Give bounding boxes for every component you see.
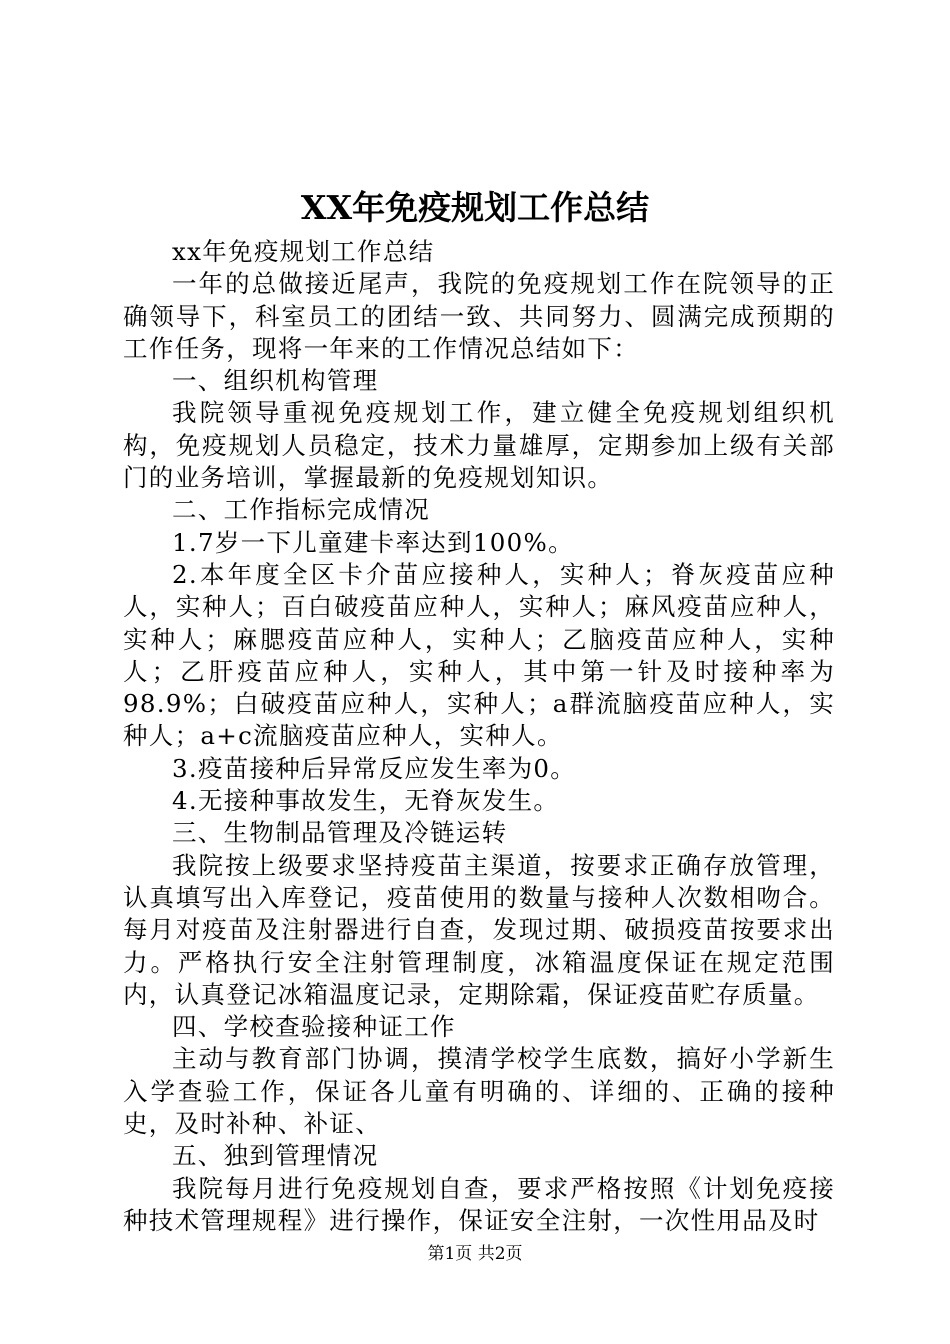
document-title: XX年免疫规划工作总结 [300, 188, 650, 227]
paragraph-intro: 一年的总做接近尾声，我院的免疫规划工作在院领导的正确领导下，科室员工的团结一致、共同努力、圆满完成预期的工作任务，现将一年来的工作情况总结如下： [123, 269, 835, 363]
section-heading-indicators: 二、工作指标完成情况 [172, 495, 430, 525]
section-heading-management: 五、独到管理情况 [172, 1141, 379, 1171]
page-number: 第1页 共2页 [427, 1244, 523, 1264]
section-heading-school: 四、学校查验接种证工作 [172, 1012, 456, 1042]
paragraph-management: 我院每月进行免疫规划自查，要求严格按照《计划免疫接种技术管理规程》进行操作，保证安全注射，一次性用品及时 [123, 1173, 835, 1235]
paragraph-indicator-3: 3.疫苗接种后异常反应发生率为0。 [172, 753, 577, 783]
paragraph-indicator-4: 4.无接种事故发生，无脊灰发生。 [172, 786, 560, 816]
paragraph-subtitle: xx年免疫规划工作总结 [172, 237, 435, 266]
paragraph-biologics: 我院按上级要求坚持疫苗主渠道，按要求正确存放管理，认真填写出入库登记，疫苗使用的数量与接种人次数相吻合。每月对疫苗及注射器进行自查，发现过期、破损疫苗按要求出力。严格执行安全注射管理制度，冰箱温度保证在规定范围内，认真登记冰箱温度记录，定期除霜，保证疫苗贮存质量。 [123, 850, 835, 1009]
paragraph-school: 主动与教育部门协调，摸清学校学生底数，搞好小学新生入学查验工作，保证各儿童有明确的、详细的、正确的接种史，及时补种、补证、 [123, 1044, 835, 1139]
paragraph-indicator-1: 1.7岁一下儿童建卡率达到100%。 [172, 527, 574, 557]
section-heading-biologics: 三、生物制品管理及冷链运转 [172, 818, 508, 848]
document-body [123, 236, 835, 1237]
paragraph-indicator-2: 2.本年度全区卡介苗应接种人，实种人；脊灰疫苗应种人，实种人；百白破疫苗应种人，实种人；麻风疫苗应种人，实种人；麻腮疫苗应种人，实种人；乙脑疫苗应种人，实种人；乙肝疫苗应种人，实种人，其中第一针及时接种率为98.9%；白破疫苗应种人，实种人；a群流脑疫苗应种人，实种人；a+c流脑疫苗应种人，实种人。 [123, 559, 835, 751]
section-heading-organization: 一、组织机构管理 [172, 366, 379, 396]
paragraph-organization: 我院领导重视免疫规划工作，建立健全免疫规划组织机构，免疫规划人员稳定，技术力量雄厚，定期参加上级有关部门的业务培训，掌握最新的免疫规划知识。 [123, 398, 835, 493]
